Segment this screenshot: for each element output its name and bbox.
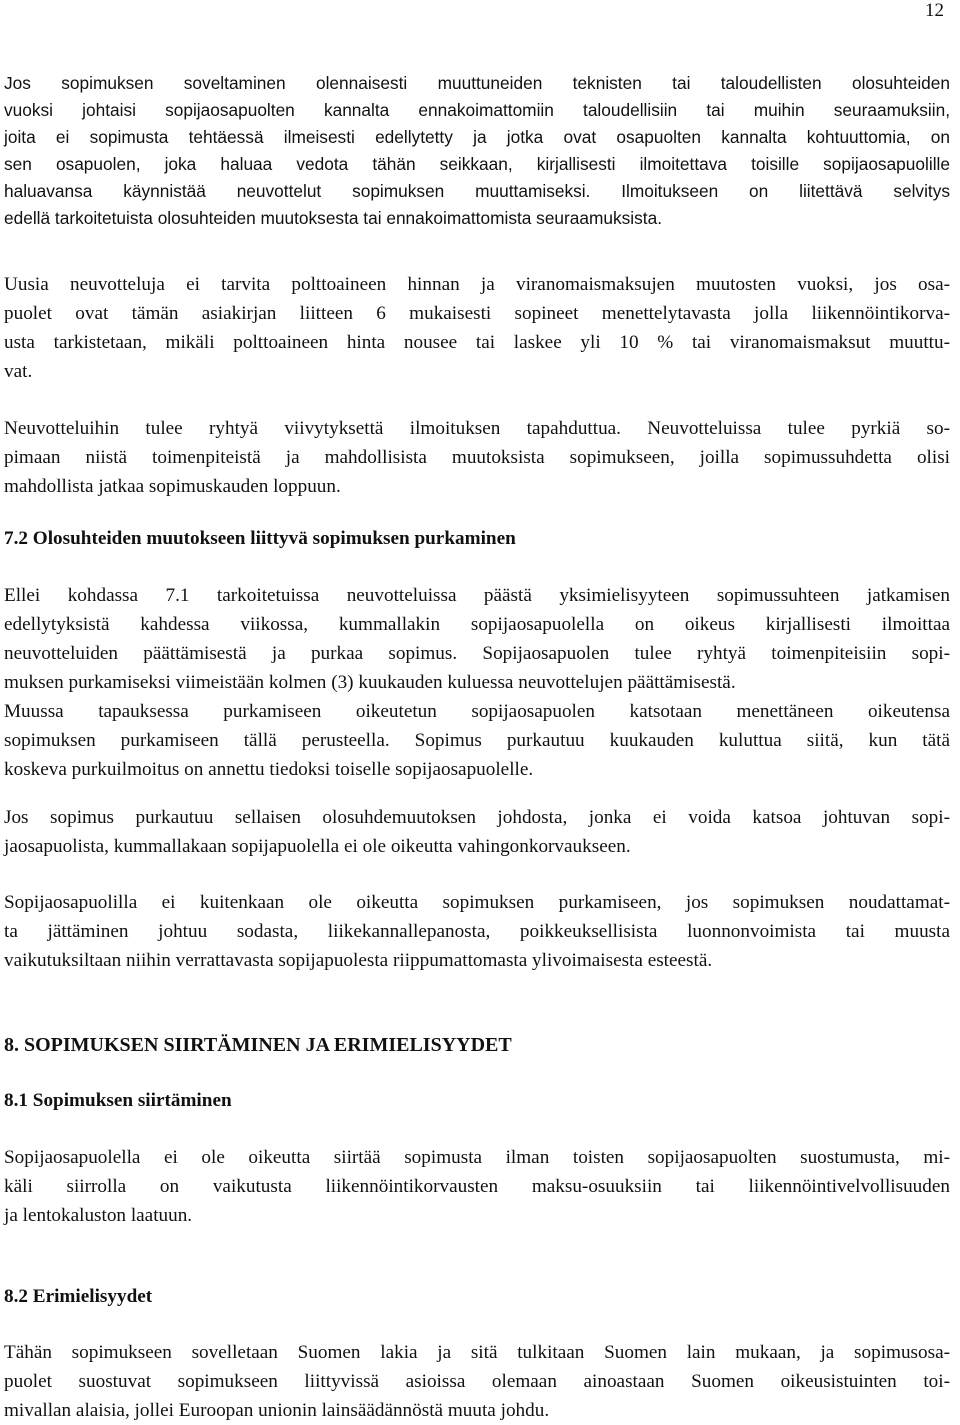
text-line: edellä tarkoitetuista olosuhteiden muutoksesta tai ennakoimattomista seuraamuksista. bbox=[4, 208, 663, 228]
text-line: ja lentokaluston laatuun. bbox=[4, 1205, 193, 1226]
text-line: muksen purkamiseksi viimeistään kolmen (3) kuukauden kuluessa neuvottelujen päättämisestä. bbox=[4, 672, 736, 693]
text-line: sopimuksen purkamiseen tällä perusteella. Sopimus purkautuu kuukauden kuluttua siitä, kun tätä bbox=[4, 730, 950, 751]
text-line: haluavansa käynnistää neuvottelut sopimuksen muuttamiseksi. Ilmoitukseen on liitettävä selvitys bbox=[4, 181, 950, 201]
text-line: Sopijaosapuolella ei ole oikeutta siirtää sopimusta ilman toisten sopijaosapuolten suostumusta, mi- bbox=[4, 1147, 950, 1168]
section-heading-8: 8. SOPIMUKSEN SIIRTÄMINEN JA ERIMIELISYYDET bbox=[4, 1034, 512, 1056]
paragraph-negotiations bbox=[4, 414, 950, 501]
section-heading-8-2: 8.2 Erimielisyydet bbox=[4, 1286, 153, 1307]
text-line: joita ei sopimusta tehtäessä ilmeisesti edellytetty ja jotka ovat osapuolten kannalta kohtuuttomia, on bbox=[4, 127, 950, 147]
text-line: Jos sopimus purkautuu sellaisen olosuhdemuutoksen johdosta, jonka ei voida katsoa johtuvan sopi- bbox=[4, 807, 950, 828]
text-line: vat. bbox=[4, 361, 33, 382]
text-line: puolet suostuvat sopimukseen liittyvissä asioissa olemaan ainoastaan Suomen oikeusistuinten toi- bbox=[4, 1371, 950, 1392]
section-heading-8-1: 8.1 Sopimuksen siirtäminen bbox=[4, 1090, 232, 1111]
text-line: Uusia neuvotteluja ei tarvita polttoaineen hinnan ja viranomaismaksujen muutosten vuoksi, jos osa- bbox=[4, 274, 950, 295]
text-line: Neuvotteluihin tulee ryhtyä viivytyksettä ilmoituksen tapahduttua. Neuvotteluissa tulee pyrkiä so- bbox=[4, 418, 950, 439]
paragraph-force-majeure bbox=[4, 888, 950, 975]
text-line: käli siirrolla on vaikutusta liikennöintikorvausten maksu-osuuksiin tai liikennöintivelvollisuuden bbox=[4, 1176, 950, 1197]
text-line: vuoksi johtaisi sopijaosapuolten kannalta ennakoimattomiin taloudellisiin tai muihin seuraamuksiin, bbox=[4, 100, 950, 120]
text-line: Tähän sopimukseen sovelletaan Suomen lakia ja sitä tulkitaan Suomen lain mukaan, ja sopimusosa- bbox=[4, 1342, 950, 1363]
paragraph-termination bbox=[4, 581, 950, 784]
text-line: mivallan alaisia, jollei Euroopan unionin lainsäädännöstä muuta johdu. bbox=[4, 1400, 550, 1421]
paragraph-no-damages bbox=[4, 803, 950, 861]
text-line: vaikutuksiltaan niihin verrattavasta sopijapuolesta riippumattomasta ylivoimaisesta esteestä. bbox=[4, 950, 713, 971]
page-number: 12 bbox=[925, 0, 944, 21]
text-line: Ellei kohdassa 7.1 tarkoitetuissa neuvotteluissa päästä yksimielisyyteen sopimussuhteen jatkamisen bbox=[4, 585, 950, 606]
text-line: mahdollista jatkaa sopimuskauden loppuun. bbox=[4, 476, 341, 497]
paragraph-fuel-price-adjustment bbox=[4, 270, 950, 386]
paragraph-7-1-conditions-change bbox=[4, 70, 950, 232]
section-heading-7-2: 7.2 Olosuhteiden muutokseen liittyvä sopimuksen purkaminen bbox=[4, 528, 516, 549]
text-line: edellytyksistä kahdessa viikossa, kummallakin sopijaosapuolella on oikeus kirjallisesti ilmoittaa bbox=[4, 614, 950, 635]
text-line: puolet ovat tämän asiakirjan liitteen 6 mukaisesti sopineet menettelytavasta jolla liikennöintikorva- bbox=[4, 303, 950, 324]
text-line: pimaan niistä toimenpiteistä ja mahdollisista muutoksista sopimukseen, joilla sopimussuhdetta olisi bbox=[4, 447, 950, 468]
text-line: Muussa tapauksessa purkamiseen oikeutetun sopijaosapuolen katsotaan menettäneen oikeutensa bbox=[4, 701, 950, 722]
paragraph-disputes bbox=[4, 1338, 950, 1425]
text-line: Sopijaosapuolilla ei kuitenkaan ole oikeutta sopimuksen purkamiseen, jos sopimuksen noudattamat- bbox=[4, 892, 950, 913]
text-line: usta tarkistetaan, mikäli polttoaineen hinta nousee tai laskee yli 10 % tai viranomaismaksut muuttu- bbox=[4, 332, 950, 353]
text-line: jaosapuolista, kummallakaan sopijapuolella ei ole oikeutta vahingonkorvaukseen. bbox=[4, 836, 631, 857]
text-line: Jos sopimuksen soveltaminen olennaisesti muuttuneiden teknisten tai taloudellisten olosuhteiden bbox=[4, 73, 950, 93]
text-line: ta jättäminen johtuu sodasta, liikekannallepanosta, poikkeuksellisista luonnonvoimista tai muusta bbox=[4, 921, 950, 942]
paragraph-assignment bbox=[4, 1143, 950, 1230]
text-line: sen osapuolen, joka haluaa vedota tähän seikkaan, kirjallisesti ilmoitettava toisille sopijaosapuolille bbox=[4, 154, 950, 174]
text-line: neuvotteluiden päättämisestä ja purkaa sopimus. Sopijaosapuolen tulee ryhtyä toimenpiteisiin sopi- bbox=[4, 643, 950, 664]
text-line: koskeva purkuilmoitus on annettu tiedoksi toiselle sopijaosapuolelle. bbox=[4, 759, 534, 780]
